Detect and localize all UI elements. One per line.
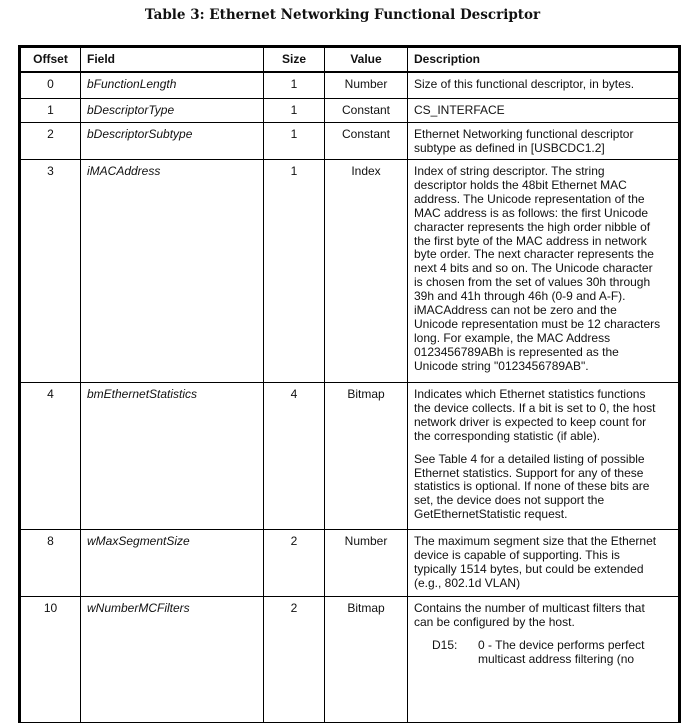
cell-offset: 4 (20, 383, 81, 530)
description-line: Ethernet statistics. Support for any of these (414, 465, 644, 480)
description-line: Ethernet Networking functional descriptor (414, 127, 634, 141)
description-line: network driver is expected to keep count for (414, 414, 647, 429)
cell-value: Constant (325, 99, 408, 123)
table-row (20, 72, 680, 99)
description-line: character represents the high order nibble of (414, 219, 651, 234)
table-row (20, 160, 680, 383)
description-line: 0123456789ABh is represented as the (414, 344, 619, 359)
cell-size: 1 (264, 123, 325, 160)
description-line: next 4 bits and so on. The Unicode character (414, 261, 653, 276)
table-row (20, 123, 680, 160)
table-title: Table 3: Ethernet Networking Functional Descriptor (144, 7, 541, 23)
bit-definition (414, 639, 672, 667)
table-row (20, 383, 680, 530)
description-line: the device collects. If a bit is set to 0, the host (414, 400, 656, 415)
cell-description (408, 72, 680, 99)
table-row (20, 530, 680, 597)
header-offset: Offset (20, 47, 81, 73)
cell-description (408, 123, 680, 160)
description-line: The maximum segment size that the Ethernet (414, 534, 657, 548)
description-line: long. For example, the MAC Address (414, 330, 611, 345)
cell-size: 1 (264, 72, 325, 99)
cell-offset: 3 (20, 160, 81, 383)
cell-field: wMaxSegmentSize (81, 530, 264, 597)
cell-offset: 8 (20, 530, 81, 597)
header-description: Description (408, 47, 680, 73)
description-line: statistics is optional. If none of these bits are (414, 479, 650, 494)
cell-description (408, 99, 680, 123)
cell-value: Bitmap (325, 383, 408, 530)
cell-size: 2 (264, 597, 325, 723)
description-line: See Table 4 for a detailed listing of possible (414, 451, 645, 466)
cell-value: Number (325, 72, 408, 99)
cell-size: 1 (264, 160, 325, 383)
cell-size: 2 (264, 530, 325, 597)
description-line: address. The Unicode representation of the (414, 191, 645, 206)
bit-description-line: 0 - The device performs perfect (478, 637, 645, 652)
cell-offset: 2 (20, 123, 81, 160)
cell-field: iMACAddress (81, 160, 264, 383)
description-line: Unicode representation must be 12 characters (414, 316, 661, 331)
cell-offset: 1 (20, 99, 81, 123)
cell-offset: 10 (20, 597, 81, 723)
description-line: typically 1514 bytes, but could be extended (414, 561, 644, 576)
description-line: 39h and 41h through 46h (0-9 and A-F). (414, 289, 626, 304)
description-line: descriptor holds the 48bit Ethernet MAC (414, 177, 627, 192)
description-line: Index of string descriptor. The string (414, 164, 605, 178)
cell-description (408, 530, 680, 597)
cell-size: 4 (264, 383, 325, 530)
cell-field: bDescriptorSubtype (81, 123, 264, 160)
description-line: MAC address is as follows: the first Unicode (414, 205, 649, 220)
cell-field: wNumberMCFilters (81, 597, 264, 723)
description-line: Size of this functional descriptor, in bytes. (414, 77, 635, 91)
cell-value: Number (325, 530, 408, 597)
table-row (20, 99, 680, 123)
descriptor-table (18, 45, 681, 723)
bit-description-line: multicast address filtering (no (478, 651, 635, 666)
description-line: GetEthernetStatistic request. (414, 507, 568, 522)
description-line: Unicode string "0123456789AB". (414, 358, 589, 373)
description-line: Contains the number of multicast filters that (414, 601, 645, 615)
cell-field: bmEthernetStatistics (81, 383, 264, 530)
description-line: the first byte of the MAC address in network (414, 233, 647, 248)
description-line: set, the device does not support the (414, 493, 605, 508)
description-line: device is capable of supporting. This is (414, 547, 620, 562)
cell-field: bDescriptorType (81, 99, 264, 123)
cell-field: bFunctionLength (81, 72, 264, 99)
description-line: subtype as defined in [USBCDC1.2] (414, 140, 605, 155)
cell-value: Bitmap (325, 597, 408, 723)
description-line: byte order. The next character represents the (414, 247, 654, 262)
header-field: Field (81, 47, 264, 73)
description-line: (e.g., 802.1d VLAN) (414, 575, 521, 590)
description-line: iMACAddress can not be zero and the (414, 303, 617, 318)
cell-value: Index (325, 160, 408, 383)
header-size: Size (264, 47, 325, 73)
description-line: Indicates which Ethernet statistics functions (414, 387, 646, 401)
bit-label: D15: (432, 637, 458, 652)
cell-size: 1 (264, 99, 325, 123)
cell-offset: 0 (20, 72, 81, 99)
cell-description (408, 383, 680, 530)
cell-description (408, 160, 680, 383)
description-line: can be configured by the host. (414, 614, 575, 629)
table-header (20, 47, 680, 73)
description-line: the corresponding statistic (if able). (414, 428, 601, 443)
description-line: is chosen from the set of values 30h through (414, 275, 651, 290)
cell-value: Constant (325, 123, 408, 160)
description-line: CS_INTERFACE (414, 103, 505, 117)
header-value: Value (325, 47, 408, 73)
